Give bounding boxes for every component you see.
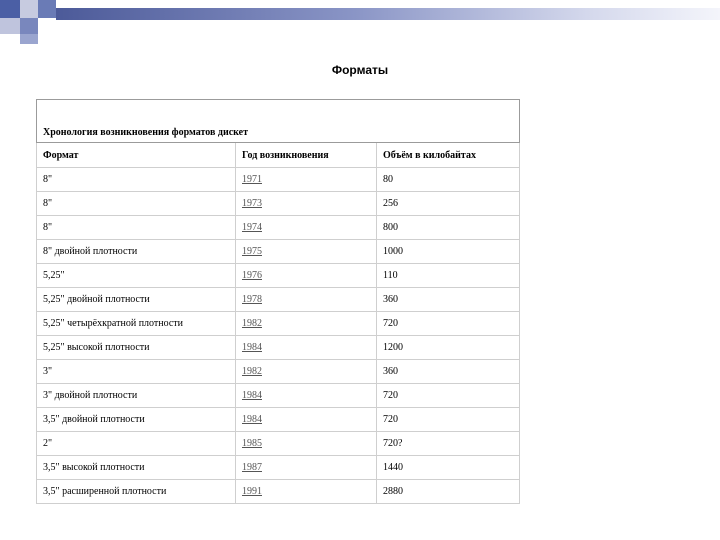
cell-format: 5,25" (37, 264, 236, 288)
cell-size: 1440 (377, 456, 520, 480)
cell-year-link[interactable]: 1978 (236, 288, 377, 312)
table-row (37, 168, 520, 192)
cell-size: 360 (377, 360, 520, 384)
table-row (37, 408, 520, 432)
table-row (37, 288, 520, 312)
corner-square (20, 34, 38, 44)
table-row (37, 456, 520, 480)
cell-format: 5,25" высокой плотности (37, 336, 236, 360)
cell-format: 3,5" высокой плотности (37, 456, 236, 480)
cell-format: 8" (37, 192, 236, 216)
cell-format: 8" двойной плотности (37, 240, 236, 264)
cell-size: 720 (377, 408, 520, 432)
corner-square (38, 0, 56, 18)
corner-square (20, 18, 38, 34)
page-title: Форматы (331, 63, 389, 77)
header-row (37, 143, 520, 168)
corner-square (0, 0, 20, 18)
cell-year-link[interactable]: 1985 (236, 432, 377, 456)
cell-size: 256 (377, 192, 520, 216)
cell-size: 110 (377, 264, 520, 288)
cell-size: 720? (377, 432, 520, 456)
cell-size: 720 (377, 384, 520, 408)
cell-size: 800 (377, 216, 520, 240)
corner-decoration (0, 0, 60, 50)
cell-format: 5,25" четырёхкратной плотности (37, 312, 236, 336)
table-row (37, 432, 520, 456)
formats-table-container (36, 99, 520, 504)
table-row (37, 336, 520, 360)
corner-square (0, 18, 20, 34)
cell-year-link[interactable]: 1982 (236, 360, 377, 384)
table-row (37, 480, 520, 504)
cell-format: 5,25" двойной плотности (37, 288, 236, 312)
table-body (37, 168, 520, 504)
cell-year-link[interactable]: 1971 (236, 168, 377, 192)
cell-format: 3,5" расширенной плотности (37, 480, 236, 504)
cell-format: 3,5" двойной плотности (37, 408, 236, 432)
cell-format: 8" (37, 168, 236, 192)
cell-size: 720 (377, 312, 520, 336)
corner-square (20, 0, 38, 18)
cell-year-link[interactable]: 1984 (236, 384, 377, 408)
cell-year-link[interactable]: 1991 (236, 480, 377, 504)
cell-size: 360 (377, 288, 520, 312)
cell-format: 8" (37, 216, 236, 240)
table-row (37, 312, 520, 336)
table-row (37, 360, 520, 384)
caption-row (37, 100, 520, 143)
table-row (37, 264, 520, 288)
cell-year-link[interactable]: 1982 (236, 312, 377, 336)
cell-year-link[interactable]: 1976 (236, 264, 377, 288)
formats-table (36, 99, 520, 504)
header-year: Год возникновения (236, 143, 377, 168)
cell-year-link[interactable]: 1974 (236, 216, 377, 240)
table-row (37, 240, 520, 264)
table-caption: Хронология возникновения форматов дискет (37, 100, 520, 143)
cell-size: 80 (377, 168, 520, 192)
header-size: Объём в килобайтах (377, 143, 520, 168)
table-row (37, 216, 520, 240)
cell-year-link[interactable]: 1984 (236, 408, 377, 432)
header-format: Формат (37, 143, 236, 168)
cell-format: 3" (37, 360, 236, 384)
cell-size: 1000 (377, 240, 520, 264)
cell-size: 2880 (377, 480, 520, 504)
top-gradient-bar (56, 8, 720, 20)
cell-year-link[interactable]: 1987 (236, 456, 377, 480)
cell-year-link[interactable]: 1975 (236, 240, 377, 264)
cell-year-link[interactable]: 1973 (236, 192, 377, 216)
cell-format: 2" (37, 432, 236, 456)
table-row (37, 384, 520, 408)
cell-size: 1200 (377, 336, 520, 360)
cell-year-link[interactable]: 1984 (236, 336, 377, 360)
table-row (37, 192, 520, 216)
cell-format: 3" двойной плотности (37, 384, 236, 408)
